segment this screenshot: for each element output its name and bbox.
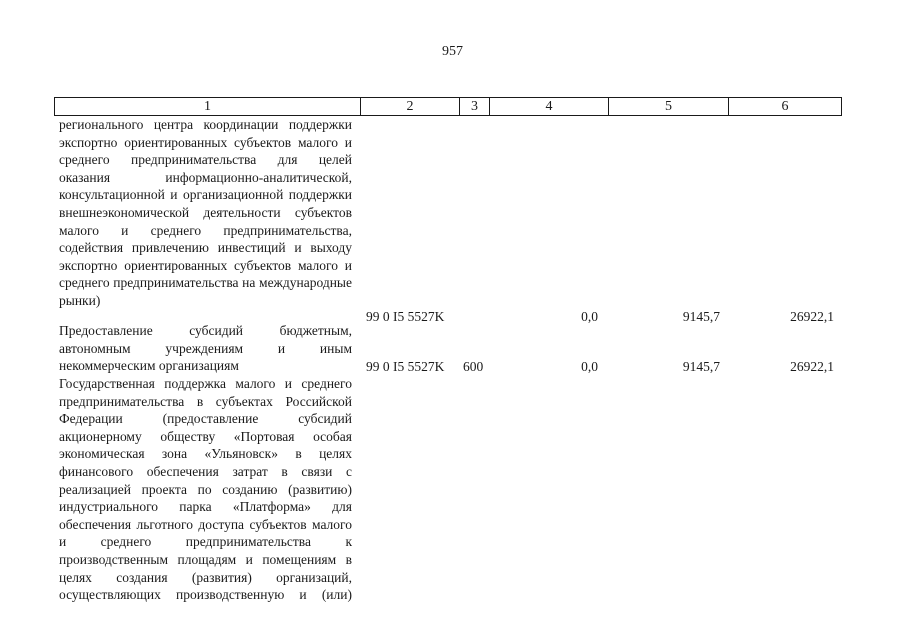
column-header-4: 4 [490,98,609,116]
column-header-6: 6 [729,98,842,116]
row-value-col4: 0,0 [581,359,598,374]
row-value-col5: 9145,7 [682,309,720,324]
row-value-col6: 26922,1 [790,359,834,374]
column-header-2: 2 [361,98,460,116]
row-description: Государственная поддержка малого и среднего предпринимательства в субъектах Российской Федерации (предоставление субсидий акционерному обществу «Портовая особая экономическая зона «Ульяновск» в целях финансового обеспечения затрат в связи с реализацией проекта по созданию (развитию) индустриального парка «Платформа» для обеспечения льготного доступа субъектов малого и среднего предпринимательства к производственным площадям и помещениям в целях создания (развития) организаций, осуществляющих производственную и (или) [59,376,352,603]
row-target-code: 99 0 I5 5527K [366,359,445,374]
row-description: регионального центра координации поддержки экспортно ориентированных субъектов малого и среднего предпринимательства для целей оказания информационно-аналитической, консультационной и организационной поддержки внешнеэкономической деятельности субъектов малого и среднего предпринимательства, содействия привлечению инвестиций и выходу экспортно ориентированных субъектов малого и среднего предпринимательства на международные рынки) [59,117,352,308]
column-header-1: 1 [55,98,361,116]
row-value-col5: 9145,7 [682,359,720,374]
row-expense-type: 600 [463,359,484,374]
column-header-row [54,97,842,116]
row-value-col6: 26922,1 [790,309,834,324]
row-value-col4: 0,0 [581,309,598,324]
column-header-5: 5 [609,98,729,116]
row-target-code: 99 0 I5 5527K [366,309,445,324]
column-header-3: 3 [460,98,490,116]
row-description: Предоставление субсидий бюджетным, автономным учреждениям и иным некоммерческим организациям [59,323,352,374]
page-number: 957 [442,44,463,59]
